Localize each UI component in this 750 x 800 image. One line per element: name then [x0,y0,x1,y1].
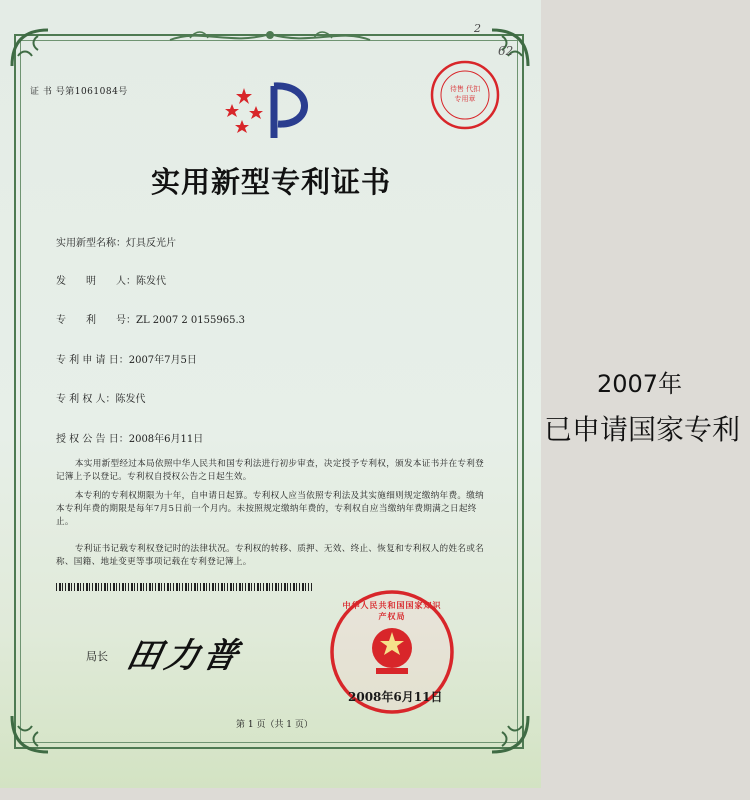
certificate-number: 证 书 号第1061084号 [30,87,128,97]
handwritten-number: 62 [498,44,514,58]
field-application-date: 专 利 申 请 日：2007年7月5日 [56,355,197,366]
seal-text: 中华人民共和国国家知识产权局 [342,600,442,621]
patent-office-logo [222,80,322,142]
field-patent-holder: 专 利 权 人：陈发代 [56,394,146,405]
director-label: 局长 [86,650,108,663]
page-footer: 第 1 页（共 1 页） [236,720,313,730]
body-paragraph-1: 本实用新型经过本局依照中华人民共和国专利法进行初步审查，决定授予专利权，颁发本证书并在专利登记簿上予以登记。专利权自授权公告之日起生效。 [56,459,485,482]
barcode [56,583,312,591]
caption-year: 2007年 [597,370,683,398]
corner-ornament-bl [8,710,54,756]
field-utility-model-name: 实用新型名称：灯具反光片 [56,238,176,249]
top-ornament [160,26,380,48]
agent-stamp-text: 待售 代扣专用章 [449,85,481,103]
handwritten-mark: 2 [474,22,481,35]
corner-ornament-br [486,710,532,756]
body-paragraph-3: 专利证书记载专利权登记时的法律状况。专利权的转移、质押、无效、终止、恢复和专利权人的姓名或名称、国籍、地址变更等事项记载在专利登记簿上。 [56,544,485,567]
field-inventor: 发 明 人：陈发代 [56,276,166,287]
body-paragraph-2: 本专利的专利权期限为十年，自申请日起算。专利权人应当依照专利法及其实施细则规定缴纳年费。缴纳本专利年费的期限是每年7月5日前一个月内。未按照规定缴纳年费的，专利权自应当缴纳年费期满之日起终止。 [56,491,485,527]
seal-date: 2008年6月11日 [348,690,443,704]
corner-ornament-tl [8,26,54,72]
caption-patent-applied: 已申请国家专利 [544,413,741,446]
field-announcement-date: 授 权 公 告 日：2008年6月11日 [56,434,204,445]
director-signature: 田力普 [123,636,246,676]
certificate-title: 实用新型专利证书 [150,165,391,199]
field-patent-number: 专 利 号：ZL 2007 2 0155965.3 [56,315,246,326]
